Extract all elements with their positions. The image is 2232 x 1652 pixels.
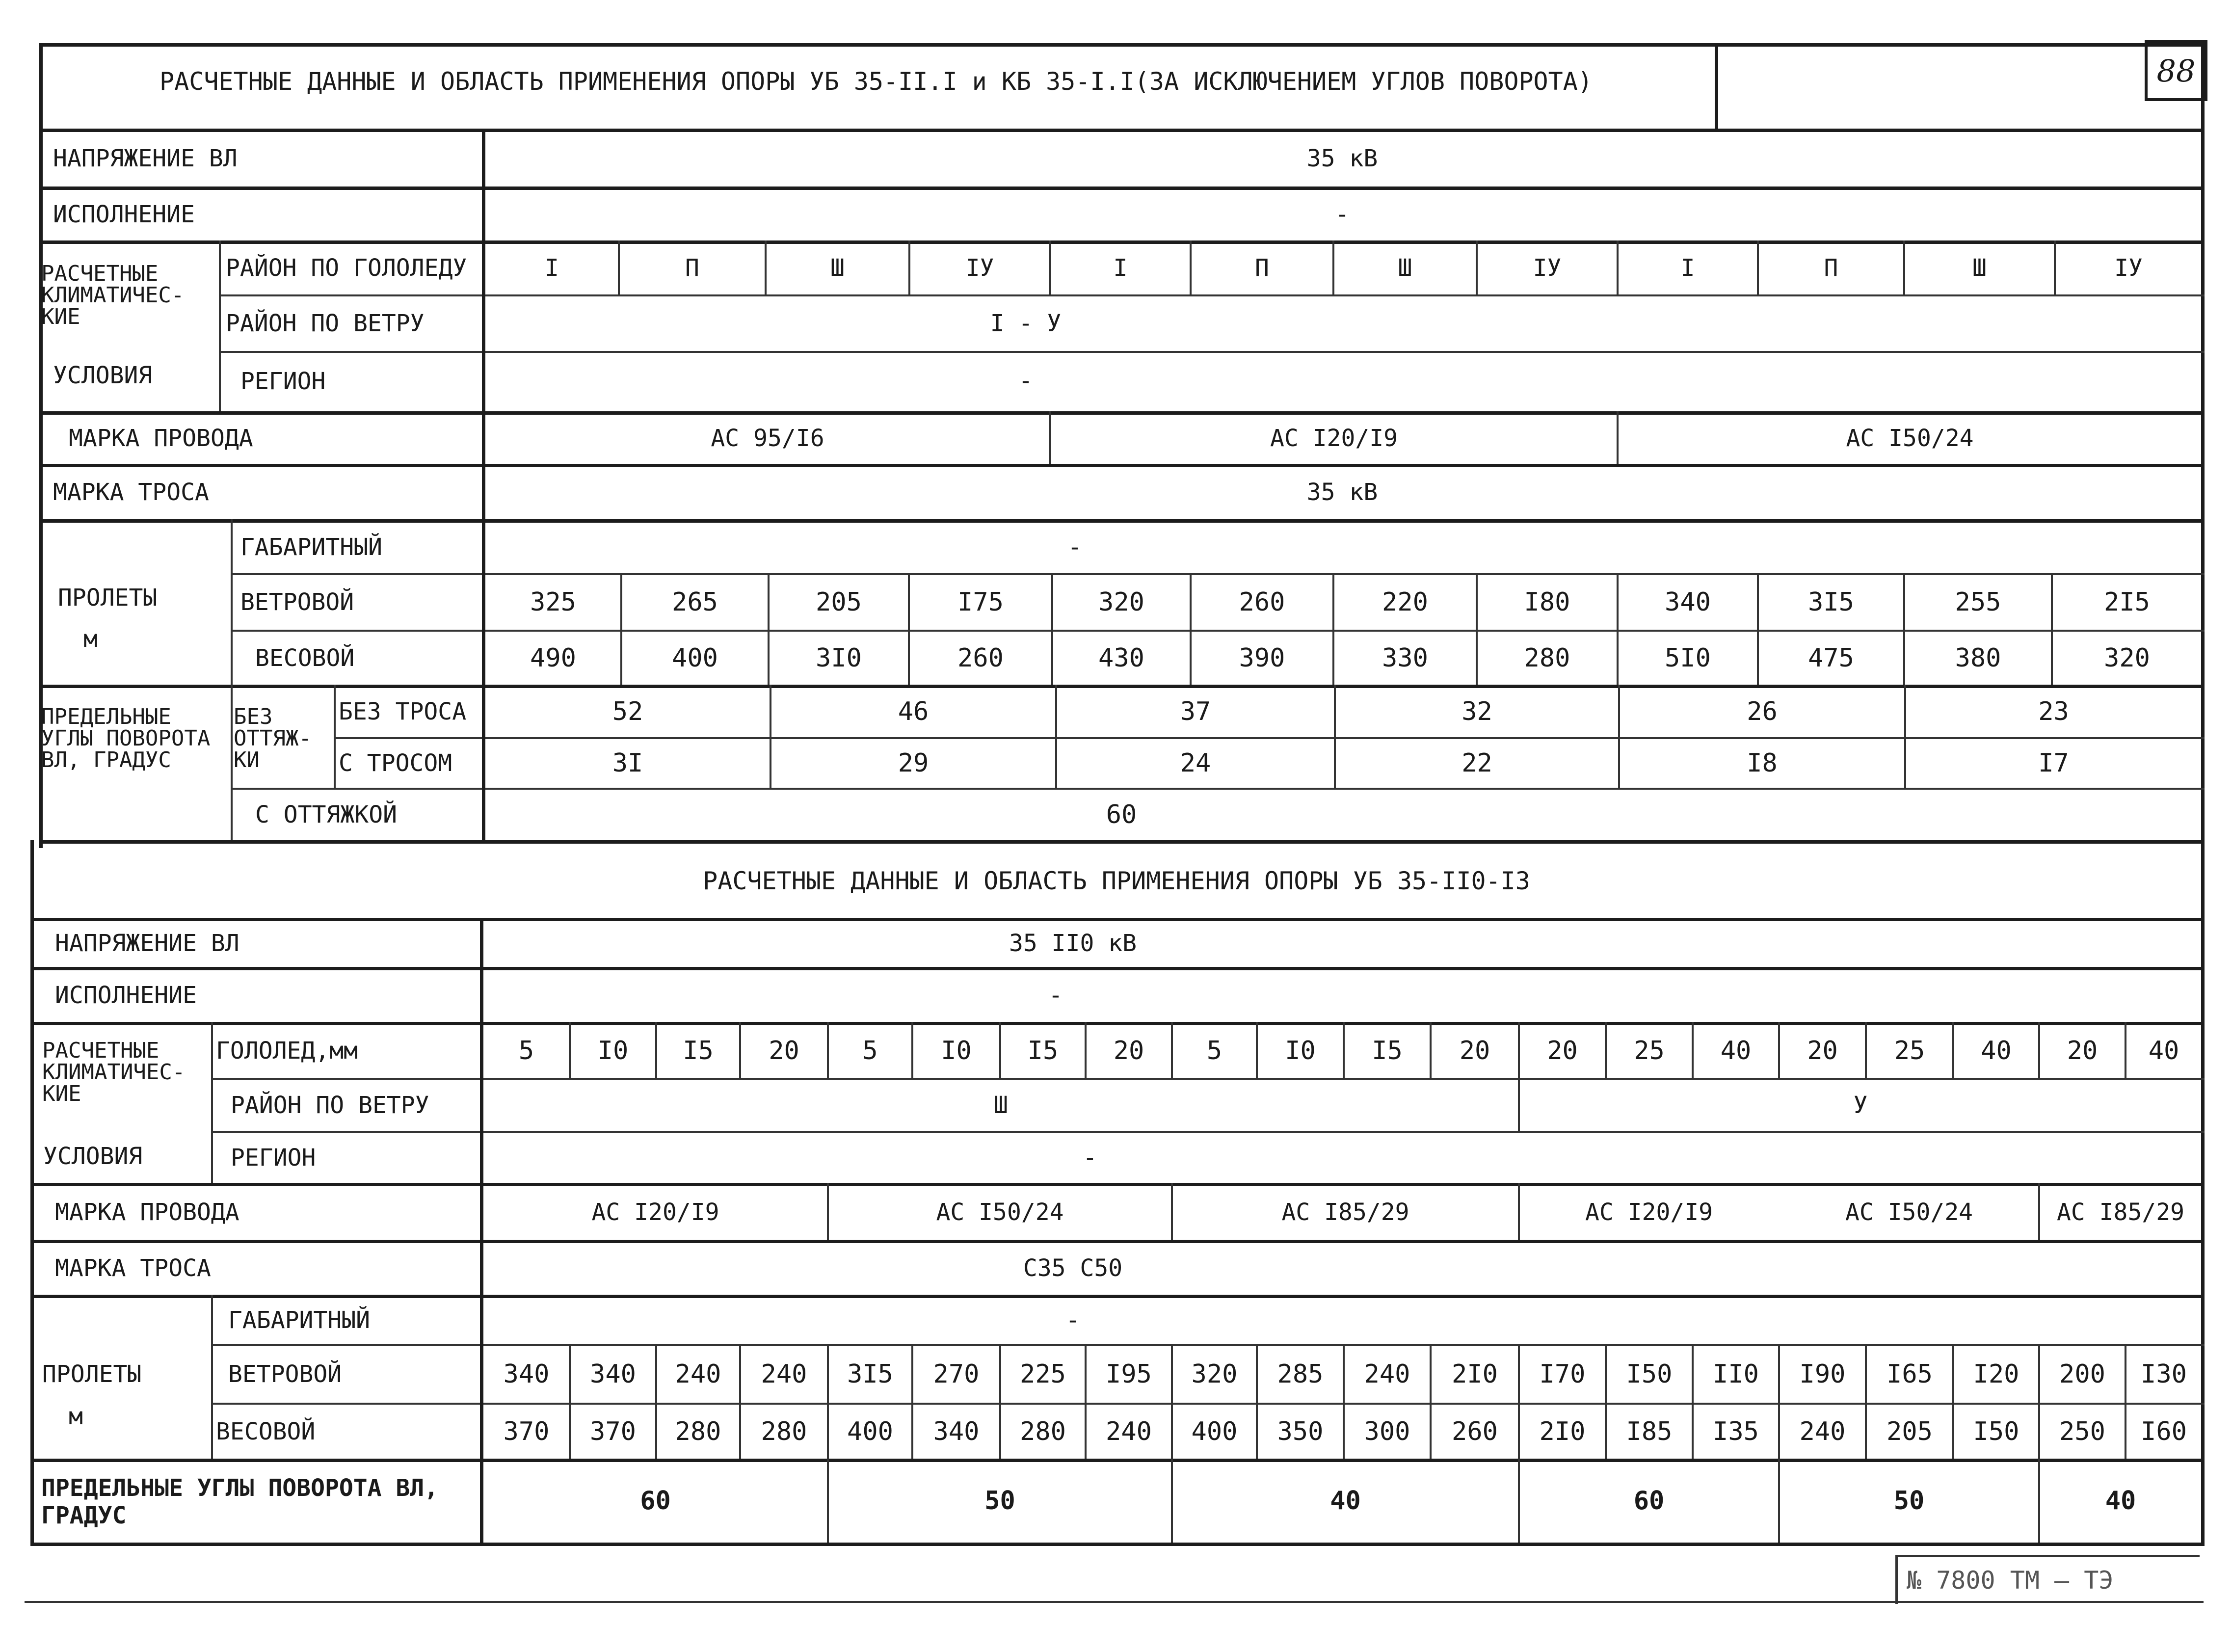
t2-voltage-label: НАПРЯЖЕНИЕ ВЛ [55, 929, 239, 957]
t2-ice-cell: 20 [1459, 1036, 1490, 1066]
t2-wind-span-cell: 270 [933, 1359, 980, 1389]
t2-angles-label: ПРЕДЕЛЬНЫЕ УГЛЫ ПОВОРОТА ВЛ, ГРАДУС [41, 1474, 439, 1529]
t1-wind-span-label: ВЕТРОВОЙ [240, 588, 354, 616]
t1-angle-with-rope-cell: 3I [612, 748, 643, 778]
t1-ice-cell: I [545, 254, 559, 282]
t1-wind-region-label: РАЙОН ПО ВЕТРУ [226, 309, 425, 337]
t1-ice-cell: П [1255, 254, 1269, 282]
t1-weight-span-cell: 5I0 [1665, 643, 1711, 673]
t1-weight-span-cell: 400 [672, 643, 718, 673]
t1-angle-no-rope-cell: 52 [612, 696, 643, 726]
t1-wind-region-value: I - У [990, 309, 1062, 337]
t2-climate-conditions-label: УСЛОВИЯ [43, 1142, 143, 1170]
t2-weight-span-cell: I60 [2141, 1416, 2187, 1446]
t1-region-value: - [1018, 367, 1033, 395]
t1-weight-span-label: ВЕСОВОЙ [255, 644, 355, 672]
t2-weight-span-cell: 260 [1452, 1416, 1498, 1446]
t2-wind-region-cell: Ш [994, 1091, 1008, 1119]
t2-region-value: - [1083, 1144, 1097, 1172]
t1-wind-span-cell: 3I5 [1808, 587, 1854, 617]
t2-angle-cell: 50 [1893, 1486, 1925, 1516]
t1-angle-with-rope-cell: 24 [1180, 748, 1211, 778]
t1-wind-span-cell: 255 [1955, 587, 2001, 617]
t1-wind-span-cell: 340 [1665, 587, 1711, 617]
t1-no-guys-label: БЕЗ ОТТЯЖ- КИ [234, 704, 312, 773]
t2-ice-cell: 40 [2148, 1036, 2179, 1066]
t2-ice-cell: 40 [1720, 1036, 1752, 1066]
t1-ice-cell: I [1680, 254, 1695, 282]
t1-spans-label: ПРОЛЕТЫ [58, 584, 158, 612]
t1-climate-label: РАСЧЕТНЫЕ КЛИМАТИЧЕС- КИЕ [41, 261, 185, 329]
t2-weight-span-label: ВЕСОВОЙ [216, 1417, 316, 1445]
t2-wind-region-label: РАЙОН ПО ВЕТРУ [231, 1091, 429, 1119]
t2-wind-span-cell: I65 [1887, 1359, 1933, 1389]
t2-wind-span-cell: 340 [590, 1359, 636, 1389]
t2-ice-cell: 25 [1634, 1036, 1665, 1066]
t1-with-rope-label: С ТРОСОМ [339, 749, 452, 777]
t1-angle-no-rope-cell: 26 [1747, 696, 1778, 726]
t1-weight-span-cell: 380 [1955, 643, 2001, 673]
t2-angle-cell: 50 [984, 1486, 1015, 1516]
t1-angles-label: ПРЕДЕЛЬНЫЕ УГЛЫ ПОВОРОТА ВЛ, ГРАДУС [41, 704, 211, 773]
t1-ice-cell: I [1113, 254, 1128, 282]
t1-weight-span-cell: 330 [1382, 643, 1428, 673]
t2-ice-label: ГОЛОЛЕД,мм [216, 1037, 358, 1065]
t2-wire-cell: АС I85/29 [1281, 1198, 1409, 1226]
t2-weight-span-cell: 280 [675, 1416, 721, 1446]
t1-angle-with-rope-cell: I8 [1747, 748, 1778, 778]
t1-angle-no-rope-cell: 32 [1461, 696, 1492, 726]
t1-weight-span-cell: 390 [1239, 643, 1285, 673]
t1-ice-region-label: РАЙОН ПО ГОЛОЛЕДУ [226, 254, 467, 282]
t2-ice-cell: 5 [518, 1036, 534, 1066]
t2-wire-cell: АС I20/I9 [591, 1198, 719, 1226]
t1-ice-cell: Ш [1972, 254, 1987, 282]
t2-weight-span-cell: 2I0 [1539, 1416, 1586, 1446]
t2-ice-cell: 25 [1894, 1036, 1925, 1066]
t2-ice-cell: 20 [769, 1036, 799, 1066]
t2-spans-label: ПРОЛЕТЫ [42, 1360, 142, 1388]
t2-angle-cell: 40 [1330, 1486, 1361, 1516]
t2-weight-span-cell: 300 [1364, 1416, 1410, 1446]
t1-weight-span-cell: 320 [2104, 643, 2150, 673]
t1-wind-span-cell: 205 [816, 587, 862, 617]
t2-weight-span-cell: 370 [590, 1416, 636, 1446]
t2-rope-value: С35 С50 [1023, 1254, 1123, 1282]
t2-ice-cell: I0 [1285, 1036, 1316, 1066]
t1-weight-span-cell: 475 [1808, 643, 1854, 673]
t1-ice-cell: IУ [1533, 254, 1562, 282]
t2-rope-label: МАРКА ТРОСА [55, 1254, 211, 1282]
t1-execution-value: - [1335, 200, 1350, 228]
t1-wire-cell: АС I20/I9 [1270, 424, 1398, 452]
t1-region-label: РЕГИОН [240, 367, 326, 395]
t2-wire-cell: АС I50/24 [1845, 1198, 1973, 1226]
t1-wind-span-cell: 260 [1239, 587, 1285, 617]
t2-ice-cell: I5 [1372, 1036, 1403, 1066]
t1-weight-span-cell: 3I0 [816, 643, 862, 673]
t1-no-rope-label: БЕЗ ТРОСА [339, 697, 467, 725]
t2-wire-cell: АС I20/I9 [1585, 1198, 1713, 1226]
t1-ice-cell: П [1824, 254, 1838, 282]
t2-ice-cell: 40 [1981, 1036, 2012, 1066]
t2-ice-cell: 5 [862, 1036, 878, 1066]
t2-execution-value: - [1048, 981, 1063, 1009]
t2-wind-region-cell: У [1853, 1091, 1868, 1119]
t2-ice-cell: 20 [1807, 1036, 1838, 1066]
t2-execution-label: ИСПОЛНЕНИЕ [55, 981, 197, 1009]
t1-wire-cell: АС 95/I6 [711, 424, 824, 452]
bottom-rule [25, 1601, 2204, 1603]
t2-weight-span-cell: 240 [1799, 1416, 1846, 1446]
t2-ice-cell: 20 [1547, 1036, 1578, 1066]
t1-climate-conditions-label: УСЛОВИЯ [53, 361, 153, 389]
t2-wind-span-cell: 2I0 [1452, 1359, 1498, 1389]
t1-wind-span-cell: 265 [672, 587, 718, 617]
t1-wind-span-cell: 2I5 [2104, 587, 2150, 617]
t2-wind-span-cell: I50 [1626, 1359, 1673, 1389]
t2-ice-cell: 20 [1113, 1036, 1144, 1066]
t2-angle-cell: 60 [640, 1486, 671, 1516]
t1-spans-unit: м [83, 625, 98, 653]
t2-wind-span-cell: I70 [1539, 1359, 1586, 1389]
t2-wire-label: МАРКА ПРОВОДА [55, 1198, 239, 1226]
t2-ice-cell: I5 [1027, 1036, 1059, 1066]
t2-angle-cell: 60 [1633, 1486, 1665, 1516]
t2-wind-span-cell: II0 [1713, 1359, 1759, 1389]
t2-ice-cell: 5 [1206, 1036, 1222, 1066]
table2-title: РАСЧЕТНЫЕ ДАННЫЕ И ОБЛАСТЬ ПРИМЕНЕНИЯ ОПОРЫ УБ 35-II0-I3 [703, 866, 1530, 895]
t2-weight-span-cell: 280 [761, 1416, 807, 1446]
t2-wind-span-cell: 240 [1364, 1359, 1410, 1389]
page-number: 88 [2145, 40, 2207, 101]
t2-weight-span-cell: 340 [933, 1416, 980, 1446]
t2-wind-span-cell: I90 [1799, 1359, 1846, 1389]
t2-climate-label: РАСЧЕТНЫЕ КЛИМАТИЧЕС- КИЕ [42, 1038, 186, 1106]
t1-wind-span-cell: I80 [1524, 587, 1570, 617]
t2-weight-span-cell: 400 [847, 1416, 893, 1446]
t1-angle-with-rope-cell: 22 [1461, 748, 1492, 778]
t1-gabarit-label: ГАБАРИТНЫЙ [240, 533, 382, 561]
t1-wind-span-cell: 220 [1382, 587, 1428, 617]
t2-wind-span-cell: 285 [1277, 1359, 1324, 1389]
t2-weight-span-cell: 205 [1887, 1416, 1933, 1446]
t1-voltage-value: 35 кВ [1306, 144, 1378, 172]
t2-wind-span-cell: 3I5 [847, 1359, 893, 1389]
t2-wind-span-cell: 240 [761, 1359, 807, 1389]
t2-wind-span-cell: 320 [1191, 1359, 1238, 1389]
table1-title: РАСЧЕТНЫЕ ДАННЫЕ И ОБЛАСТЬ ПРИМЕНЕНИЯ ОПОРЫ УБ 35-II.I и КБ 35-I.I(ЗА ИСКЛЮЧЕНИЕМ УГЛОВ ПОВОРОТА) [159, 67, 1593, 96]
t1-execution-label: ИСПОЛНЕНИЕ [53, 200, 195, 228]
t2-ice-cell: I5 [683, 1036, 714, 1066]
t2-weight-span-cell: 240 [1106, 1416, 1152, 1446]
t2-wind-span-cell: 340 [503, 1359, 550, 1389]
t1-weight-span-cell: 280 [1524, 643, 1570, 673]
t1-angle-with-rope-cell: I7 [2038, 748, 2069, 778]
t1-voltage-label: НАПРЯЖЕНИЕ ВЛ [53, 144, 238, 172]
t2-spans-unit: м [69, 1402, 83, 1430]
t1-wire-label: МАРКА ПРОВОДА [69, 424, 253, 452]
t2-wind-span-cell: 225 [1020, 1359, 1066, 1389]
t2-angle-cell: 40 [2105, 1486, 2136, 1516]
t1-rope-value: 35 кВ [1306, 478, 1378, 506]
t1-angle-with-guy-value: 60 [1106, 799, 1137, 829]
t2-weight-span-cell: I85 [1626, 1416, 1673, 1446]
t1-wind-span-cell: 325 [530, 587, 576, 617]
t1-angle-with-rope-cell: 29 [898, 748, 929, 778]
t1-with-guy-label: С ОТТЯЖКОЙ [255, 800, 397, 828]
t1-wire-cell: АС I50/24 [1846, 424, 1974, 452]
t2-wind-span-label: ВЕТРОВОЙ [228, 1360, 342, 1388]
document-stamp: № 7800 ТМ – ТЭ [1895, 1555, 2200, 1604]
t1-weight-span-cell: 430 [1098, 643, 1144, 673]
t2-weight-span-cell: I50 [1973, 1416, 2019, 1446]
t1-weight-span-cell: 490 [530, 643, 576, 673]
t2-wire-cell: АС I50/24 [936, 1198, 1064, 1226]
t1-angle-no-rope-cell: 46 [898, 696, 929, 726]
t2-weight-span-cell: 350 [1277, 1416, 1324, 1446]
t2-wire-cell: АС I85/29 [2056, 1198, 2185, 1226]
t2-weight-span-cell: 280 [1020, 1416, 1066, 1446]
t2-weight-span-cell: 400 [1191, 1416, 1238, 1446]
t1-wind-span-cell: I75 [957, 587, 1004, 617]
t2-ice-cell: I0 [597, 1036, 629, 1066]
t1-ice-cell: Ш [1398, 254, 1412, 282]
t1-rope-label: МАРКА ТРОСА [53, 478, 209, 506]
t1-weight-span-cell: 260 [957, 643, 1004, 673]
t1-gabarit-value: - [1067, 533, 1082, 561]
t1-angle-no-rope-cell: 37 [1180, 696, 1211, 726]
t1-wind-span-cell: 320 [1098, 587, 1144, 617]
t2-wind-span-cell: 200 [2059, 1359, 2105, 1389]
t2-gabarit-label: ГАБАРИТНЫЙ [228, 1306, 370, 1334]
t1-angle-no-rope-cell: 23 [2038, 696, 2069, 726]
t1-ice-cell: IУ [965, 254, 994, 282]
t2-region-label: РЕГИОН [231, 1144, 316, 1172]
t2-weight-span-cell: 250 [2059, 1416, 2105, 1446]
t2-wind-span-cell: I95 [1106, 1359, 1152, 1389]
t2-wind-span-cell: I30 [2141, 1359, 2187, 1389]
t2-wind-span-cell: 240 [675, 1359, 721, 1389]
t1-ice-cell: П [685, 254, 699, 282]
t1-ice-cell: Ш [830, 254, 845, 282]
t1-ice-cell: IУ [2114, 254, 2143, 282]
t2-voltage-value: 35 II0 кВ [1009, 929, 1137, 957]
t2-ice-cell: 20 [2067, 1036, 2098, 1066]
t2-wind-span-cell: I20 [1973, 1359, 2019, 1389]
t2-weight-span-cell: 370 [503, 1416, 550, 1446]
t2-weight-span-cell: I35 [1713, 1416, 1759, 1446]
t2-gabarit-value: - [1065, 1306, 1080, 1334]
t2-ice-cell: I0 [941, 1036, 972, 1066]
